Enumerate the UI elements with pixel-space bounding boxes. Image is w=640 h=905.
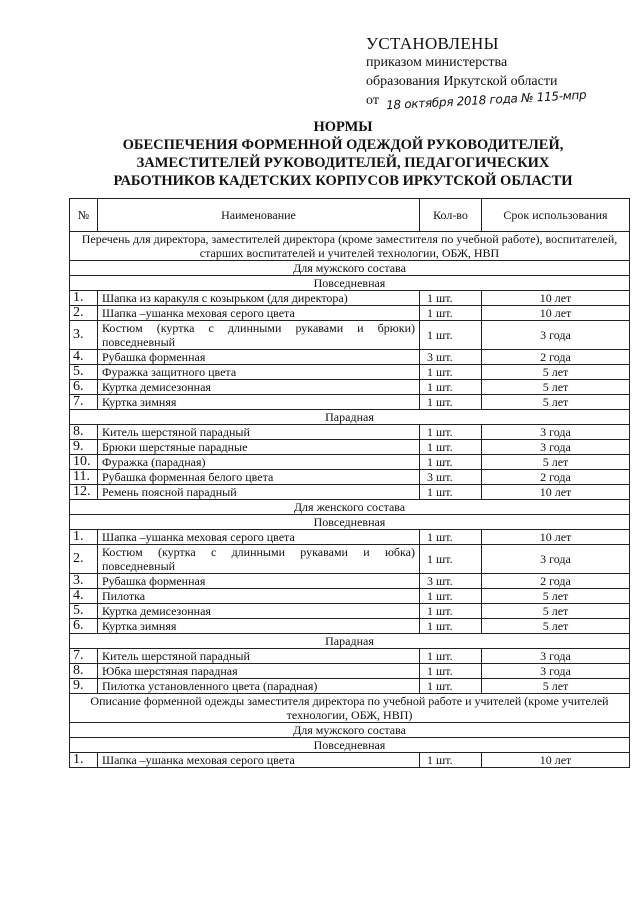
item-term: 10 лет [482,485,630,500]
table-row [70,649,630,664]
item-name: Куртка зимняя [98,619,420,634]
item-term: 5 лет [482,679,630,694]
item-term: 3 года [482,425,630,440]
item-name: Шапка –ушанка меховая серого цвета [98,753,420,768]
approval-line-2: образования Иркутской области [366,74,558,89]
table-row [70,350,630,365]
section-row [70,261,630,276]
item-name: Рубашка форменная [98,350,420,365]
table-row [70,470,630,485]
section-title: Повседневная [70,276,630,291]
row-number: 2. [70,306,98,321]
title-line-4: РАБОТНИКОВ КАДЕТСКИХ КОРПУСОВ ИРКУТСКОЙ ОБЛАСТИ [113,173,573,189]
item-name: Рубашка форменная [98,574,420,589]
approval-block [366,34,636,113]
row-number: 12. [70,485,98,500]
section-title: Повседневная [70,515,630,530]
table-row [70,321,630,350]
section-row [70,694,630,723]
title-line-1: НОРМЫ [313,119,373,135]
section-row [70,276,630,291]
item-term: 10 лет [482,530,630,545]
item-quantity: 1 шт. [420,425,482,440]
item-name: Куртка демисезонная [98,604,420,619]
table-row [70,545,630,574]
section-row [70,500,630,515]
row-number: 4. [70,350,98,365]
section-title: Повседневная [70,738,630,753]
item-term: 3 года [482,440,630,455]
section-title: Для мужского состава [70,261,630,276]
item-quantity: 1 шт. [420,604,482,619]
section-title: Перечень для директора, заместителей директора (кроме заместителя по учебной работе), воспитателей, старших воспитателей и учителей технологии, ОБЖ, НВП [70,232,630,261]
table-row [70,619,630,634]
item-name: Куртка демисезонная [98,380,420,395]
section-title: Парадная [70,634,630,649]
item-term: 2 года [482,350,630,365]
section-row [70,738,630,753]
item-term: 2 года [482,470,630,485]
row-number: 11. [70,470,98,485]
item-name: Шапка –ушанка меховая серого цвета [98,530,420,545]
title-line-3: ЗАМЕСТИТЕЛЕЙ РУКОВОДИТЕЛЕЙ, ПЕДАГОГИЧЕСКИХ [136,155,550,171]
item-quantity: 3 шт. [420,350,482,365]
row-number: 1. [70,753,98,768]
item-name: Брюки шерстяные парадные [98,440,420,455]
table-header-row [70,199,630,232]
table-row [70,440,630,455]
table-row [70,664,630,679]
header-term: Срок использования [482,199,630,232]
approval-line-1: приказом министерства [366,55,508,70]
header-num: № [70,199,98,232]
item-name: Пилотка [98,589,420,604]
item-name: Фуражка защитного цвета [98,365,420,380]
item-quantity: 1 шт. [420,589,482,604]
item-name: Костюм (куртка с длинными рукавами и юбка) повседневный [98,545,420,574]
row-number: 5. [70,365,98,380]
item-quantity: 1 шт. [420,455,482,470]
item-quantity: 1 шт. [420,365,482,380]
item-term: 3 года [482,649,630,664]
row-number: 6. [70,380,98,395]
handwritten-date-number: 18 октября 2018 года № 115-мпр [386,87,588,113]
row-number: 1. [70,530,98,545]
row-number: 2. [70,545,98,574]
item-name: Рубашка форменная белого цвета [98,470,420,485]
item-term: 10 лет [482,291,630,306]
item-term: 3 года [482,321,630,350]
table-row [70,395,630,410]
section-title: Парадная [70,410,630,425]
table-body [70,232,630,768]
item-quantity: 1 шт. [420,530,482,545]
item-quantity: 1 шт. [420,664,482,679]
item-name: Шапка –ушанка меховая серого цвета [98,306,420,321]
row-number: 8. [70,425,98,440]
item-term: 5 лет [482,604,630,619]
table-row [70,425,630,440]
table-row [70,485,630,500]
item-name: Шапка из каракуля с козырьком (для директора) [98,291,420,306]
item-name: Пилотка установленного цвета (парадная) [98,679,420,694]
table-row [70,380,630,395]
item-term: 3 года [482,664,630,679]
item-term: 5 лет [482,395,630,410]
table-row [70,574,630,589]
row-number: 5. [70,604,98,619]
table-row [70,679,630,694]
item-quantity: 1 шт. [420,485,482,500]
item-name: Китель шерстяной парадный [98,425,420,440]
section-title: Для женского состава [70,500,630,515]
item-name: Костюм (куртка с длинными рукавами и брюки) повседневный [98,321,420,350]
section-title: Для мужского состава [70,723,630,738]
item-quantity: 1 шт. [420,395,482,410]
row-number: 3. [70,574,98,589]
item-quantity: 1 шт. [420,545,482,574]
item-quantity: 1 шт. [420,440,482,455]
table-row [70,753,630,768]
item-term: 10 лет [482,306,630,321]
section-row [70,515,630,530]
section-row [70,634,630,649]
row-number: 7. [70,395,98,410]
item-quantity: 1 шт. [420,679,482,694]
norms-table [69,198,630,768]
item-term: 5 лет [482,455,630,470]
table-row [70,589,630,604]
item-name: Фуражка (парадная) [98,455,420,470]
section-row [70,232,630,261]
item-quantity: 1 шт. [420,619,482,634]
row-number: 9. [70,679,98,694]
row-number: 4. [70,589,98,604]
item-quantity: 1 шт. [420,321,482,350]
section-row [70,410,630,425]
table-row [70,455,630,470]
item-term: 5 лет [482,365,630,380]
row-number: 8. [70,664,98,679]
table-row [70,530,630,545]
row-number: 3. [70,321,98,350]
section-row [70,723,630,738]
item-term: 10 лет [482,753,630,768]
row-number: 6. [70,619,98,634]
item-name: Китель шерстяной парадный [98,649,420,664]
item-quantity: 3 шт. [420,470,482,485]
header-name: Наименование [98,199,420,232]
row-number: 1. [70,291,98,306]
item-quantity: 1 шт. [420,380,482,395]
table-row [70,291,630,306]
item-term: 2 года [482,574,630,589]
row-number: 10. [70,455,98,470]
item-term: 5 лет [482,619,630,634]
item-term: 3 года [482,545,630,574]
item-name: Ремень поясной парадный [98,485,420,500]
header-qty: Кол-во [420,199,482,232]
item-term: 5 лет [482,380,630,395]
item-quantity: 1 шт. [420,753,482,768]
item-name: Куртка зимняя [98,395,420,410]
row-number: 7. [70,649,98,664]
item-term: 5 лет [482,589,630,604]
title-line-2: ОБЕСПЕЧЕНИЯ ФОРМЕННОЙ ОДЕЖДОЙ РУКОВОДИТЕЛЕЙ, [122,137,564,153]
table-row [70,604,630,619]
item-quantity: 1 шт. [420,306,482,321]
row-number: 9. [70,440,98,455]
item-quantity: 3 шт. [420,574,482,589]
approval-heading: УСТАНОВЛЕНЫ [366,34,499,53]
item-name: Юбка шерстяная парадная [98,664,420,679]
item-quantity: 1 шт. [420,649,482,664]
item-quantity: 1 шт. [420,291,482,306]
table-row [70,306,630,321]
table-row [70,365,630,380]
approval-date-prefix: от [366,93,379,108]
section-title: Описание форменной одежды заместителя директора по учебной работе и учителей (кроме учителей технологии, ОБЖ, НВП) [70,694,630,723]
approval-date-row [366,87,636,113]
document-title [60,118,626,190]
